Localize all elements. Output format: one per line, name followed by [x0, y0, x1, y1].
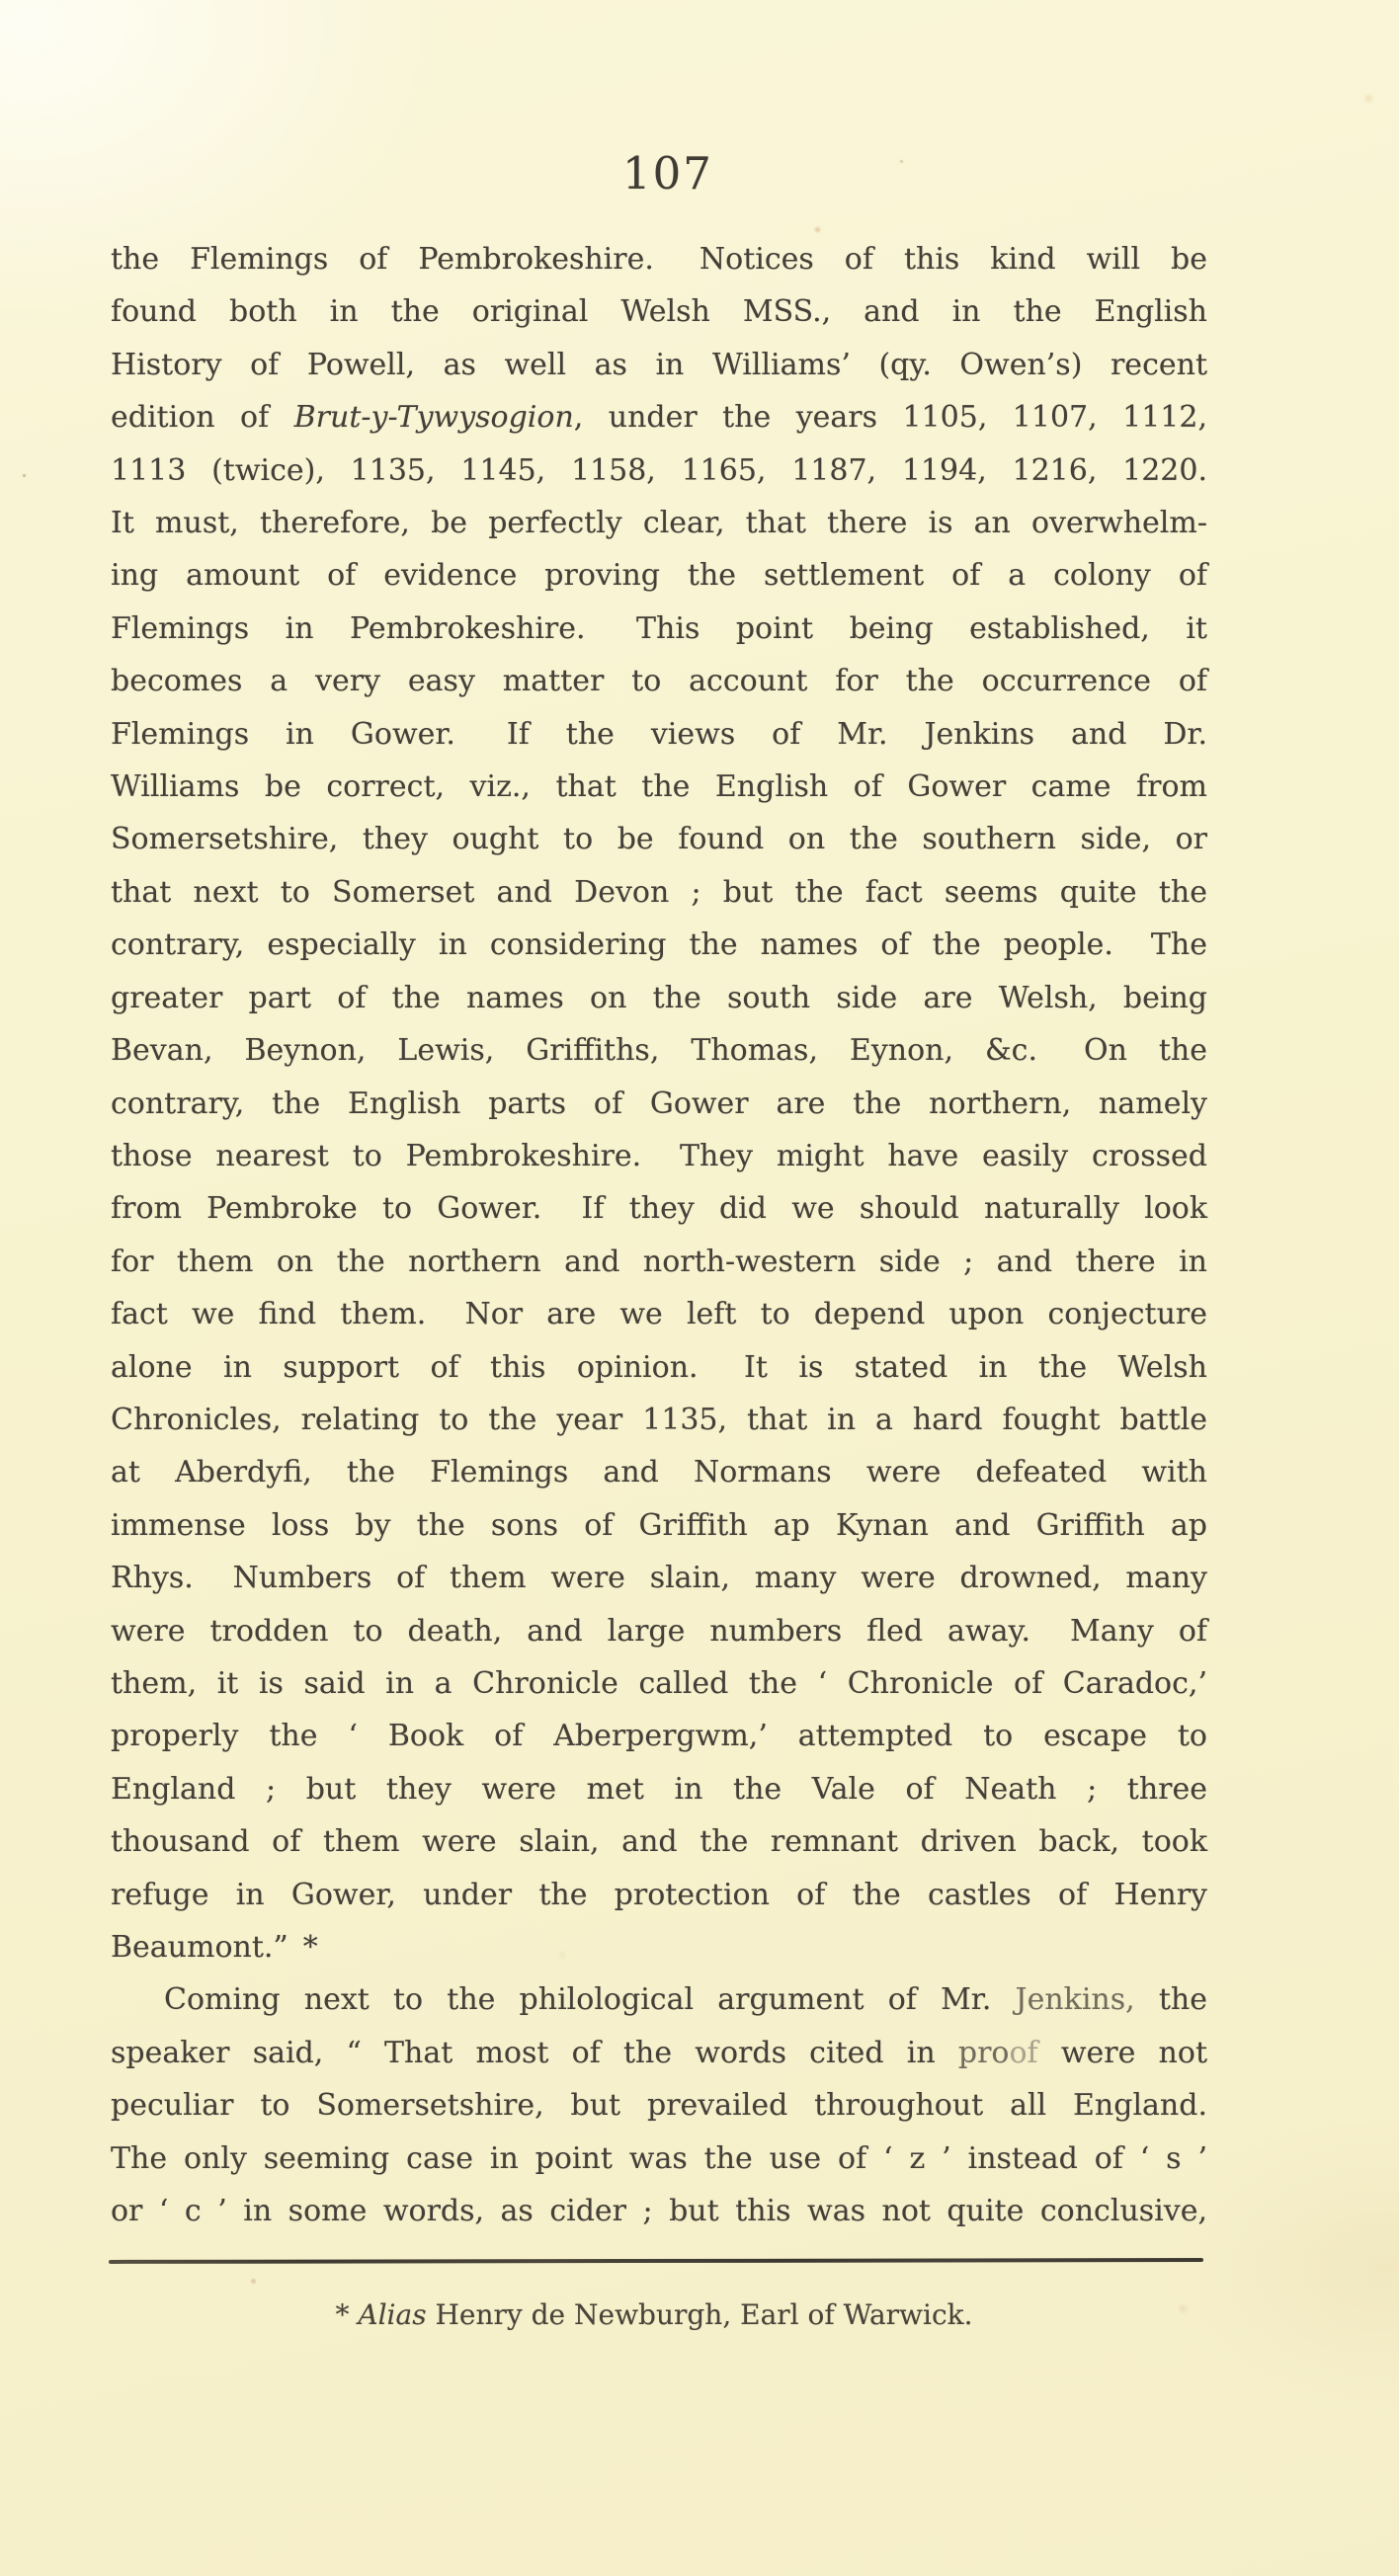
text-run: Chronicles, relating to the year 1135, that in a hard fought battle [111, 1402, 1207, 1437]
text-run: Rhys. Numbers of them were slain, many were drowned, many [111, 1561, 1207, 1596]
text-run: fact we find them. Nor are we left to depend upon conjecture [111, 1297, 1207, 1332]
text-line [111, 1815, 1207, 1868]
text-run: contrary, especially in considering the names of the people. The [111, 927, 1207, 963]
body-text-block [111, 233, 1207, 2237]
text-run: ing amount of evidence proving the settlement of a colony of [111, 558, 1207, 594]
text-run: Henry de Newburgh, Earl of Warwick. [426, 2298, 973, 2331]
text-run: that next to Somerset and Devon ; but the fact seems quite the [111, 874, 1207, 910]
text-line [111, 1288, 1207, 1340]
text-line [111, 1657, 1207, 1710]
text-run: refuge in Gower, under the protection of the castles of Henry [111, 1877, 1207, 1912]
text-run: at Aberdyfi, the Flemings and Normans were defeated with [111, 1455, 1207, 1490]
text-run: or ‘ c ’ in some words, as cider ; but this was not quite conclusive, [111, 2194, 1207, 2229]
text-run: becomes a very easy matter to account for the occurrence of [111, 664, 1207, 699]
text-line [111, 1024, 1207, 1077]
text-run: Coming next to the philological argument of Mr. [164, 1982, 1016, 2018]
text-run: Alias [358, 2298, 427, 2331]
text-line [111, 972, 1207, 1024]
text-run: of [1009, 2035, 1038, 2070]
text-line [111, 2079, 1207, 2132]
text-line [111, 813, 1207, 865]
text-run: Flemings in Gower. If the views of Mr. Jenkins and Dr. [111, 716, 1207, 752]
text-run: alone in support of this opinion. It is stated in the Welsh [111, 1349, 1207, 1385]
text-run: * [335, 2298, 359, 2331]
text-line [111, 1236, 1207, 1288]
text-line [111, 866, 1207, 919]
text-run: those nearest to Pembrokeshire. They might have easily crossed [111, 1138, 1207, 1173]
text-run: thousand of them were slain, and the remnant driven back, took [111, 1824, 1207, 1860]
text-run: the [1134, 1982, 1207, 2018]
text-run: 1113 (twice), 1135, 1145, 1158, 1165, 1187, 1194, 1216, 1220. [111, 452, 1207, 488]
text-run: were not [1037, 2035, 1207, 2070]
text-line [111, 2133, 1207, 2185]
text-line [111, 1394, 1207, 1446]
text-line [111, 1078, 1207, 1130]
text-line [111, 2185, 1207, 2237]
text-line [111, 497, 1207, 549]
text-run: Flemings in Pembrokeshire. This point being established, it [111, 610, 1207, 646]
text-run: Jenkins, [1015, 1982, 1135, 2018]
text-line [111, 1130, 1207, 1182]
text-run: found both in the original Welsh MSS., and in the English [111, 294, 1207, 330]
text-run: Bevan, Beynon, Lewis, Griffiths, Thomas, Eynon, &c. On the [111, 1033, 1207, 1069]
footnote [106, 2297, 1202, 2333]
text-run: The only seeming case in point was the use of ‘ z ’ instead of ‘ s ’ [111, 2140, 1207, 2176]
text-run: , under the years 1105, 1107, 1112, [573, 400, 1207, 436]
text-line [111, 1869, 1207, 1921]
text-line [111, 1973, 1207, 2026]
text-run: edition of [111, 400, 294, 436]
text-run: History of Powell, as well as in Williams’ (qy. Owen’s) recent [111, 347, 1207, 382]
text-run: properly the ‘ Book of Aberpergwm,’ attempted to escape to [111, 1719, 1207, 1754]
text-run: them, it is said in a Chronicle called the ‘ Chronicle of Caradoc,’ [111, 1665, 1207, 1701]
text-line [111, 1182, 1207, 1235]
text-run: speaker said, “ That most of the words cited in [111, 2035, 958, 2070]
text-line [111, 444, 1207, 497]
text-line [111, 655, 1207, 707]
paper-specks [0, 0, 3, 3]
text-run: greater part of the names on the south side are Welsh, being [111, 980, 1207, 1015]
text-line [111, 1605, 1207, 1657]
text-line [111, 1921, 1207, 1973]
text-run: from Pembroke to Gower. If they did we should naturally look [111, 1191, 1207, 1227]
text-line [111, 761, 1207, 813]
text-run: immense loss by the sons of Griffith ap Kynan and Griffith ap [111, 1507, 1207, 1543]
text-line [111, 1710, 1207, 1762]
text-line [111, 708, 1207, 761]
text-run: Brut-y-Tywysogion [293, 400, 574, 436]
text-run: pro [957, 2035, 1010, 2070]
text-line [111, 285, 1207, 338]
text-run: peculiar to Somersetshire, but prevailed throughout all England. [111, 2088, 1207, 2124]
text-line [111, 549, 1207, 602]
text-line [111, 603, 1207, 655]
text-run: England ; but they were met in the Vale of Neath ; three [111, 1771, 1207, 1807]
text-run: were trodden to death, and large numbers fled away. Many of [111, 1613, 1207, 1649]
text-run: for them on the northern and north-western side ; and there in [111, 1244, 1207, 1279]
text-line [111, 1341, 1207, 1394]
text-line [111, 339, 1207, 391]
text-run: It must, therefore, be perfectly clear, that there is an overwhelm- [111, 506, 1207, 541]
text-run: Williams be correct, viz., that the English of Gower came from [111, 769, 1207, 805]
text-line [111, 919, 1207, 971]
footnote-divider [109, 2258, 1203, 2264]
page-number: 107 [622, 147, 713, 200]
text-line [111, 1446, 1207, 1498]
text-run: Somersetshire, they ought to be found on the southern side, or [111, 822, 1207, 857]
text-line [111, 233, 1207, 285]
text-run: the Flemings of Pembrokeshire. Notices of this kind will be [111, 242, 1207, 277]
text-line [111, 1763, 1207, 1815]
text-line [111, 1552, 1207, 1604]
text-line [111, 2027, 1207, 2079]
text-run: contrary, the English parts of Gower are the northern, namely [111, 1086, 1207, 1121]
text-line [111, 391, 1207, 443]
text-line [111, 1499, 1207, 1552]
text-run: Beaumont.” * [111, 1930, 318, 1965]
